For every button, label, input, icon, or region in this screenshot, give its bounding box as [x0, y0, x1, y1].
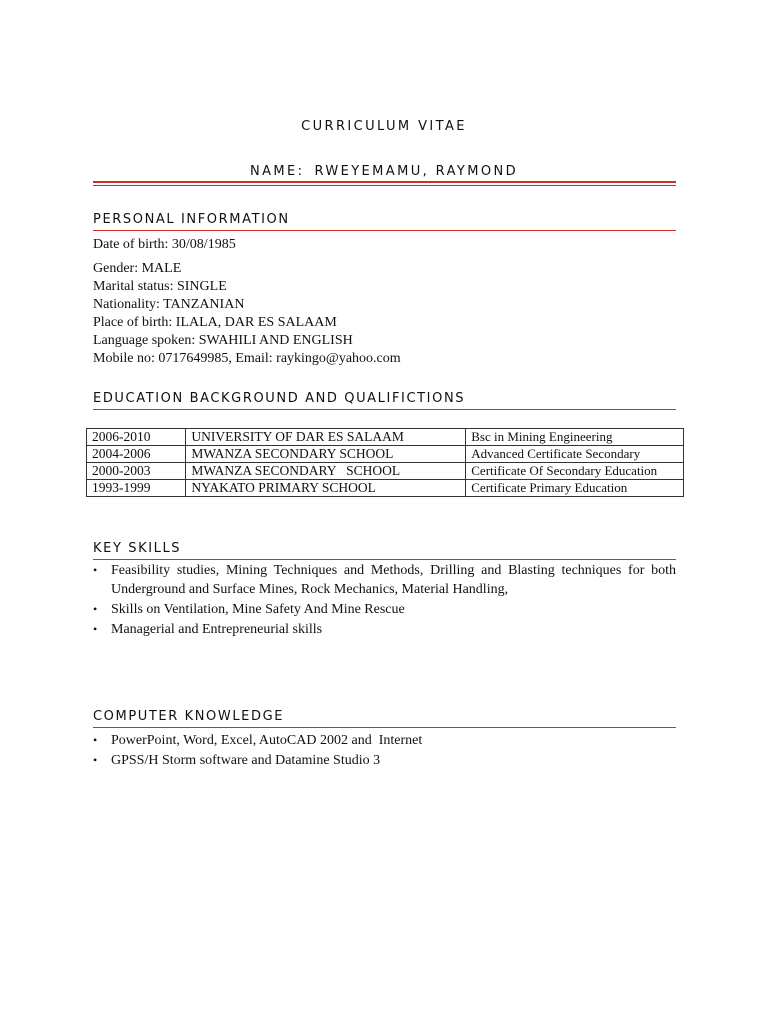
- contact-line: Mobile no: 0717649985, Email: raykingo@yahoo.com: [93, 351, 401, 366]
- name-value: RWEYEMAMU, RAYMOND: [314, 164, 518, 179]
- edu-institution: MWANZA SECONDARY SCHOOL: [186, 463, 466, 480]
- bullet-icon: •: [93, 563, 98, 577]
- nationality-line: Nationality: TANZANIAN: [93, 297, 245, 312]
- bullet-icon: •: [93, 733, 98, 747]
- education-table: [86, 428, 684, 497]
- edu-period: 2004-2006: [87, 446, 186, 463]
- table-row: [87, 480, 684, 497]
- edu-institution: MWANZA SECONDARY SCHOOL: [186, 446, 466, 463]
- edu-institution: NYAKATO PRIMARY SCHOOL: [186, 480, 466, 497]
- title-divider: [93, 181, 676, 186]
- marital-line: Marital status: SINGLE: [93, 279, 227, 294]
- edu-institution: UNIVERSITY OF DAR ES SALAAM: [186, 429, 466, 446]
- list-item: • PowerPoint, Word, Excel, AutoCAD 2002 and Internet: [93, 733, 423, 748]
- dob-line: Date of birth: 30/08/1985: [93, 237, 236, 252]
- list-item: • Skills on Ventilation, Mine Safety And Mine Rescue: [93, 602, 405, 617]
- table-row: [87, 463, 684, 480]
- bullet-icon: •: [93, 602, 98, 616]
- document-title: CURRICULUM VITAE: [301, 119, 467, 134]
- edu-period: 2000-2003: [87, 463, 186, 480]
- personal-info: [93, 236, 401, 368]
- table-row: [87, 446, 684, 463]
- computer-list: [93, 731, 676, 771]
- name-line: [0, 164, 768, 179]
- edu-period: 2006-2010: [87, 429, 186, 446]
- list-item: • GPSS/H Storm software and Datamine Studio 3: [93, 753, 381, 768]
- language-line: Language spoken: SWAHILI AND ENGLISH: [93, 333, 353, 348]
- education-heading: EDUCATION BACKGROUND AND QUALIFICTIONS: [93, 391, 676, 410]
- edu-period: 1993-1999: [87, 480, 186, 497]
- computer-heading: COMPUTER KNOWLEDGE: [93, 709, 676, 728]
- skills-list: [93, 561, 676, 640]
- table-row: [87, 429, 684, 446]
- gender-line: Gender: MALE: [93, 261, 182, 276]
- birthplace-line: Place of birth: ILALA, DAR ES SALAAM: [93, 315, 337, 330]
- edu-award: Advanced Certificate Secondary: [466, 446, 684, 463]
- bullet-icon: •: [93, 622, 98, 636]
- edu-award: Bsc in Mining Engineering: [466, 429, 684, 446]
- name-label: NAME:: [250, 164, 305, 179]
- bullet-icon: •: [93, 753, 98, 767]
- edu-award: Certificate Primary Education: [466, 480, 684, 497]
- skills-heading: KEY SKILLS: [93, 541, 676, 560]
- list-item: • Managerial and Entrepreneurial skills: [93, 622, 323, 637]
- list-item: • Feasibility studies, Mining Techniques and Methods, Drilling and Blasting techniques for both Underground and Surface Mines, Rock Mechanics, Material Handling,: [93, 563, 676, 597]
- edu-award: Certificate Of Secondary Education: [466, 463, 684, 480]
- personal-heading: PERSONAL INFORMATION: [93, 212, 676, 231]
